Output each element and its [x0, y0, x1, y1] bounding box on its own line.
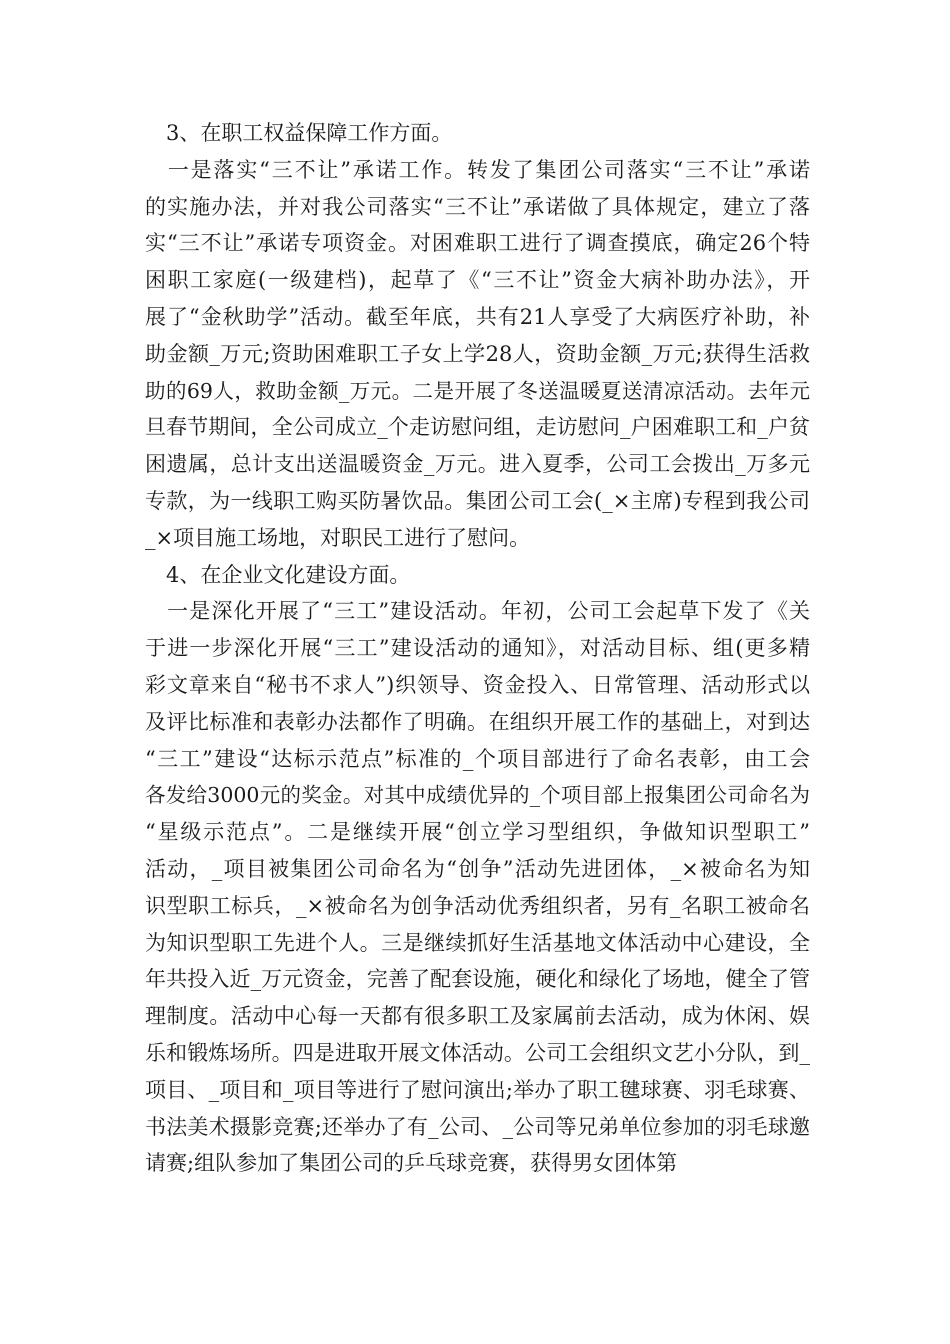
text-line: 的实施办法，并对我公司落实“三不让”承诺做了具体规定，建立了落 [145, 194, 810, 219]
section-heading: 3、在职工权益保障工作方面。 [145, 121, 453, 145]
text-line: 为知识型职工先进个人。三是继续抓好生活基地文体活动中心建设，全 [145, 930, 810, 955]
text-line: “星级示范点”。二是继续开展“创立学习型组织，争做知识型职工” [145, 820, 810, 845]
text-line: 活动，_项目被集团公司命名为“创争”活动先进团体，_×被命名为知 [145, 856, 810, 881]
text-line: “三工”建设“达标示范点”标准的_个项目部进行了命名表彰，由工会 [145, 746, 810, 771]
text-line: 实“三不让”承诺专项资金。对困难职工进行了调查摸底，确定26个特 [145, 231, 810, 256]
text-line: 彩文章来自“秘书不求人”)织领导、资金投入、日常管理、活动形式以 [145, 672, 810, 697]
text-line: 旦春节期间，全公司成立_个走访慰问组，走访慰问_户困难职工和_户贫 [145, 415, 810, 440]
text-line: 各发给3000元的奖金。对其中成绩优异的_个项目部上报集团公司命名为 [145, 783, 810, 808]
text-line: _×项目施工场地，对职民工进行了慰问。 [145, 525, 531, 550]
text-line: 困遗属，总计支出送温暖资金_万元。进入夏季，公司工会拨出_万多元 [145, 452, 810, 477]
text-line: 一是深化开展了“三工”建设活动。年初，公司工会起草下发了《关 [145, 599, 810, 624]
text-line: 乐和锻炼场所。四是进取开展文体活动。公司工会组织文艺小分队，到_ [145, 1040, 810, 1065]
text-line: 困职工家庭(一级建档)，起草了《“三不让”资金大病补助办法》，开 [145, 268, 810, 293]
text-line: 助金额_万元;资助困难职工子女上学28人，资助金额_万元;获得生活救 [145, 341, 810, 366]
section-heading: 4、在企业文化建设方面。 [145, 562, 411, 587]
text-line: 专款，为一线职工购买防暑饮品。集团公司工会(_×主席)专程到我公司 [145, 488, 810, 513]
text-line: 年共投入近_万元资金，完善了配套设施，硬化和绿化了场地，健全了管 [145, 967, 810, 992]
text-line: 理制度。活动中心每一天都有很多职工及家属前去活动，成为休闲、娱 [145, 1004, 810, 1029]
text-line: 一是落实“三不让”承诺工作。转发了集团公司落实“三不让”承诺 [145, 157, 810, 182]
text-line: 助的69人，救助金额_万元。二是开展了冬送温暖夏送清凉活动。去年元 [145, 378, 810, 403]
document-body [145, 115, 810, 1182]
text-line: 及评比标准和表彰办法都作了明确。在组织开展工作的基础上，对到达 [145, 709, 810, 734]
text-line: 请赛;组队参加了集团公司的乒乓球竞赛，获得男女团体第 [145, 1151, 678, 1176]
text-line: 识型职工标兵，_×被命名为创争活动优秀组织者，另有_名职工被命名 [145, 893, 810, 918]
text-line: 书法美术摄影竞赛;还举办了有_公司、_公司等兄弟单位参加的羽毛球邀 [145, 1114, 810, 1139]
text-line: 项目、_项目和_项目等进行了慰问演出;举办了职工毽球赛、羽毛球赛、 [145, 1077, 810, 1102]
text-line: 展了“金秋助学”活动。截至年底，共有21人享受了大病医疗补助，补 [145, 304, 810, 329]
text-line: 于进一步深化开展“三工”建设活动的通知》，对活动目标、组(更多精 [145, 636, 810, 661]
